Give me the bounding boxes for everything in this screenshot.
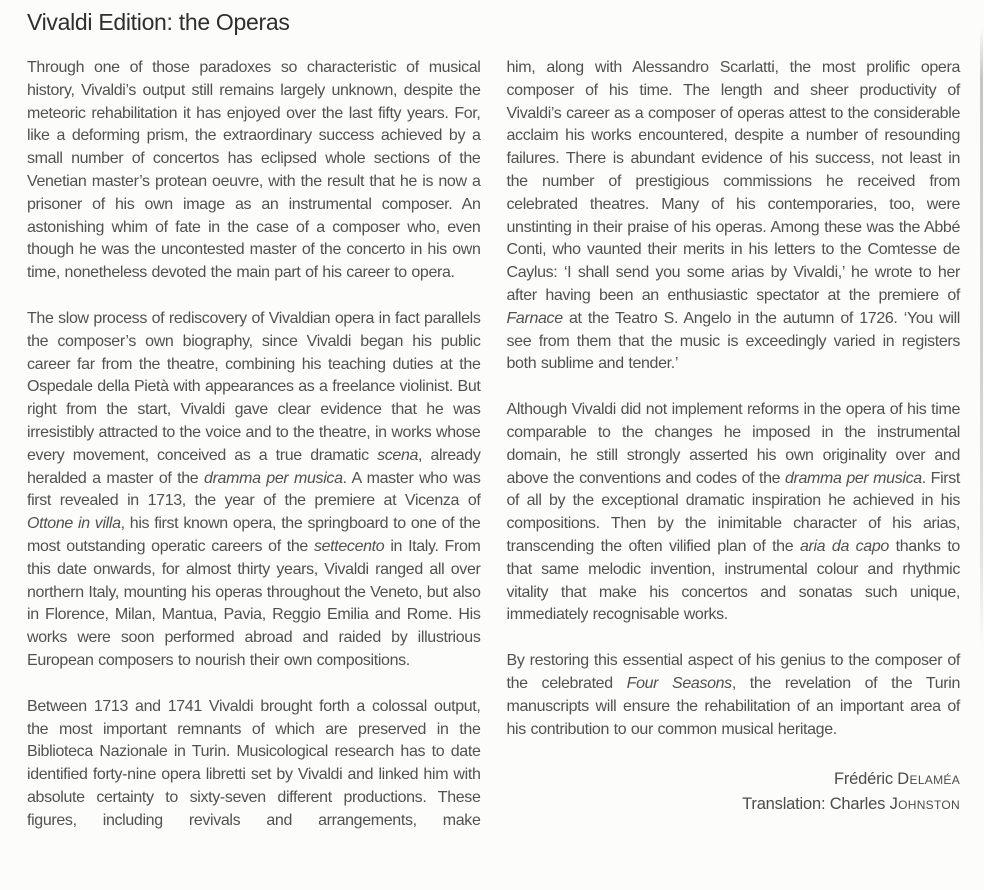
signature-block — [507, 767, 961, 816]
paragraph-right-1: him, along with Alessandro Scarlatti, the most prolific opera composer of his time. The length and sheer productivity of Vivaldi’s career as a composer of operas attest to the considerable acclaim his works encountered, despite a number of resounding failures. There is abundant evidence of his success, not least in the number of prestigious commissions he received from celebrated theatres. Many of his contemporaries, too, were unstinting in their praise of his operas. Among these was the Abbé Conti, who vaunted their merits in his letters to the Comtesse de Caylus: ‘I shall send you some arias by Vivaldi,’ he wrote to her after having been an enthusiastic spectator at the premiere of Farnace at the Teatro S. Angelo in the autumn of 1726. ‘You will see from them that the music is exceedingly varied in registers both sublime and tender.’ — [506, 59, 960, 373]
page-title: Vivaldi Edition: the Operas — [27, 9, 290, 35]
paragraph-left-2: The slow process of rediscovery of Vivaldian opera in fact parallels the composer’s own biography, since Vivaldi began his public career far from the theatre, combining his teaching duties at the Ospedale della Pietà with appearances as a freelance violinist. But right from the start, Vivaldi gave clear evidence that he was irresistibly attracted to the voice and to the theatre, in works whose every movement, conceived as a true dramatic scena, already heralded a master of the dramma per musica. A master who was first revealed in 1713, the year of the premiere at Vicenza of Ottone in villa, his first known opera, the springboard to one of the most outstanding operatic careers of the settecento in Italy. From this date onwards, for almost thirty years, Vivaldi ranged all over northern Italy, mounting his operas throughout the Veneto, but also in Florence, Milan, Mantua, Pavia, Reggio Emilia and Rome. His works were soon performed abroad and raided by illustrious European composers to nourish their own compositions. — [27, 309, 481, 669]
paragraph-left-1: Through one of those paradoxes so characteristic of musical history, Vivaldi’s output still remains largely unknown, despite the meteoric rehabilitation it has enjoyed over the last fifty years. For, like a deforming prism, the extraordinary success achieved by a small number of concertos has eclipsed whole sections of the Venetian master’s protean oeuvre, with the result that he is now a prisoner of his own image as an instrumental composer. An astonishing whim of fate in the case of a composer who, even though he was the uncontested master of the concerto in his own time, nonetheless devoted the main part of his career to opera. — [27, 59, 481, 282]
column-right — [507, 57, 961, 833]
author-line: Frédéric Delaméa — [833, 770, 960, 789]
paragraph-right-2: Although Vivaldi did not implement reforms in the opera of his time comparable to the changes he imposed in the instrumental domain, he still strongly asserted his own originality over and above the conventions and codes of the dramma per musica. First of all by the exceptional dramatic inspiration he achieved in his compositions. Then by the inimitable character of his arias, transcending the often vilified plan of the aria da capo thanks to that same melodic invention, instrumental colour and rhythmic vitality that make his concertos and sonatas such unique, immediately recognisable works. — [506, 401, 960, 624]
paragraph-left-3: Between 1713 and 1741 Vivaldi brought forth a colossal output, the most important remnants of which are preserved in the Biblioteca Nazionale in Turin. Musicological research has to date identified forty-nine opera libretti set by Vivaldi and linked him with absolute certainty to sixty-seven different productions. These figures, including revivals and arrangements, make — [27, 697, 481, 829]
column-left — [27, 57, 481, 833]
translator-line: Translation: Charles Johnston — [742, 794, 960, 813]
two-column-layout — [27, 57, 960, 833]
scan-edge-artifact — [980, 28, 983, 648]
paragraph-right-3: By restoring this essential aspect of his genius to the composer of the celebrated Four Seasons, the revelation of the Turin manuscripts will ensure the rehabilitation of an important area of his contribution to our common musical heritage. — [506, 652, 960, 738]
